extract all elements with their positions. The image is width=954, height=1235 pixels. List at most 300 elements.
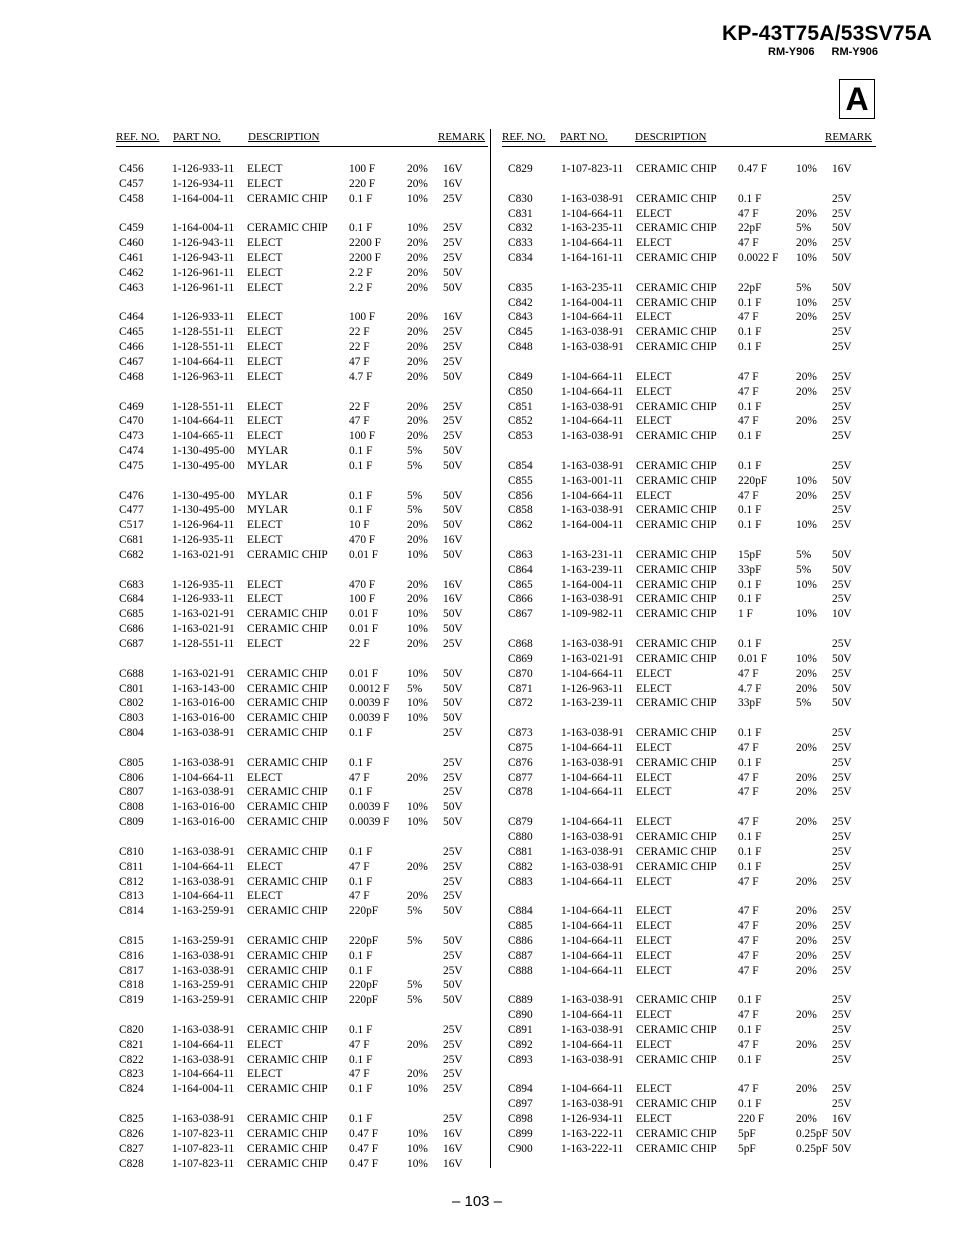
cell-part: 1-163-038-91 [561, 860, 624, 873]
cell-tol: 10% [796, 296, 817, 309]
cell-desc: ELECT [247, 163, 283, 175]
cell-desc: CERAMIC CHIP [636, 830, 717, 843]
cell-volt: 50V [832, 682, 852, 695]
cell-desc: CERAMIC CHIP [247, 697, 328, 710]
cell-ref: C882 [508, 860, 533, 873]
cell-volt: 50V [443, 445, 463, 458]
cell-ref: C806 [119, 771, 144, 784]
part-row [119, 785, 489, 800]
cell-part: 1-104-664-11 [561, 489, 624, 502]
cell-tol: 10% [407, 1157, 428, 1170]
cell-tol: 20% [407, 578, 428, 591]
cell-desc: MYLAR [247, 489, 289, 502]
cell-desc: ELECT [636, 816, 672, 829]
part-row [119, 682, 489, 697]
cell-val: 22 F [349, 341, 370, 354]
cell-tol: 20% [796, 207, 817, 220]
cell-desc: CERAMIC CHIP [247, 712, 328, 725]
cell-volt: 25V [832, 667, 852, 680]
cell-val: 0.1 F [349, 756, 373, 769]
cell-volt: 25V [832, 756, 852, 769]
cell-tol: 20% [407, 519, 428, 532]
cell-val: 47 F [738, 237, 759, 250]
cell-val: 47 F [738, 370, 759, 383]
cell-part: 1-130-495-00 [172, 459, 235, 472]
part-row [119, 429, 489, 444]
cell-volt: 50V [443, 697, 463, 710]
cell-part: 1-126-934-11 [561, 1113, 624, 1125]
cell-val: 0.1 F [738, 296, 762, 309]
cell-volt: 25V [832, 905, 852, 918]
cell-volt: 25V [443, 638, 463, 650]
cell-part: 1-164-161-11 [561, 252, 624, 265]
cell-volt: 10V [832, 608, 852, 621]
cell-desc: CERAMIC CHIP [247, 192, 328, 205]
cell-part: 1-163-038-91 [561, 593, 624, 606]
cell-ref: C830 [508, 192, 533, 205]
cell-desc: ELECT [636, 1113, 672, 1125]
cell-volt: 25V [443, 252, 463, 265]
cell-desc: ELECT [247, 370, 283, 383]
cell-tol: 5% [796, 563, 812, 576]
cell-val: 2200 F [349, 237, 381, 250]
cell-volt: 25V [443, 400, 463, 413]
cell-volt: 16V [832, 163, 852, 175]
cell-desc: ELECT [247, 534, 283, 547]
cell-ref: C833 [508, 237, 533, 250]
cell-desc: ELECT [247, 771, 283, 784]
cell-ref: C863 [508, 548, 533, 561]
cell-val: 0.47 F [738, 163, 768, 175]
cell-val: 0.1 F [738, 845, 762, 858]
cell-ref: C467 [119, 355, 144, 368]
cell-volt: 25V [832, 578, 852, 591]
cell-val: 0.1 F [738, 756, 762, 769]
part-row [508, 236, 878, 251]
cell-ref: C872 [508, 697, 533, 710]
cell-val: 0.1 F [349, 875, 373, 888]
cell-desc: CERAMIC CHIP [636, 548, 717, 561]
cell-part: 1-104-664-11 [172, 355, 235, 368]
cell-desc: ELECT [247, 415, 283, 428]
cell-ref: C842 [508, 296, 533, 309]
cell-ref: C803 [119, 712, 144, 725]
cell-desc: MYLAR [247, 459, 289, 472]
cell-ref: C821 [119, 1038, 144, 1051]
cell-val: 220 F [349, 177, 376, 190]
cell-desc: CERAMIC CHIP [636, 578, 717, 591]
cell-part: 1-107-823-11 [172, 1157, 235, 1170]
cell-volt: 50V [443, 266, 463, 279]
cell-ref: C464 [119, 311, 144, 324]
cell-desc: ELECT [247, 311, 283, 324]
cell-ref: C827 [119, 1142, 144, 1155]
cell-ref: C884 [508, 905, 533, 918]
cell-volt: 25V [443, 415, 463, 428]
cell-part: 1-104-664-11 [561, 786, 624, 799]
cell-ref: C466 [119, 341, 144, 354]
cell-val: 4.7 F [738, 682, 762, 695]
cell-val: 0.1 F [738, 578, 762, 591]
cell-volt: 25V [443, 756, 463, 769]
cell-ref: C825 [119, 1113, 144, 1125]
cell-tol: 5% [407, 979, 423, 992]
header-part-no-right: PART NO. [560, 131, 608, 143]
part-row [119, 489, 489, 504]
part-row [508, 1008, 878, 1023]
cell-desc: CERAMIC CHIP [636, 994, 717, 1007]
cell-val: 2.2 F [349, 266, 373, 279]
cell-volt: 25V [443, 727, 463, 740]
cell-val: 2200 F [349, 252, 381, 265]
part-row [119, 518, 489, 533]
cell-part: 1-163-038-91 [561, 192, 624, 205]
cell-val: 0.1 F [349, 1023, 373, 1036]
cell-volt: 25V [832, 1023, 852, 1036]
cell-tol: 20% [796, 489, 817, 502]
cell-part: 1-126-933-11 [172, 311, 235, 324]
cell-part: 1-126-963-11 [172, 370, 235, 383]
cell-part: 1-104-664-11 [561, 237, 624, 250]
cell-volt: 25V [832, 207, 852, 220]
cell-tol: 10% [407, 816, 428, 829]
cell-volt: 25V [443, 1053, 463, 1066]
cell-ref: C885 [508, 920, 533, 933]
cell-tol: 20% [407, 534, 428, 547]
cell-part: 1-104-664-11 [172, 415, 235, 428]
cell-volt: 25V [832, 830, 852, 843]
header-description: DESCRIPTION [248, 131, 320, 143]
cell-part: 1-126-933-11 [172, 593, 235, 606]
cell-volt: 16V [443, 1142, 463, 1155]
part-row [119, 444, 489, 459]
cell-ref: C822 [119, 1053, 144, 1066]
cell-volt: 50V [443, 489, 463, 502]
cell-part: 1-104-665-11 [172, 430, 235, 443]
cell-ref: C886 [508, 934, 533, 947]
cell-ref: C889 [508, 994, 533, 1007]
part-row [119, 370, 489, 385]
cell-desc: CERAMIC CHIP [636, 697, 717, 710]
cell-tol: 10% [796, 252, 817, 265]
cell-ref: C805 [119, 756, 144, 769]
cell-ref: C853 [508, 430, 533, 443]
part-row [119, 400, 489, 415]
cell-tol: 20% [407, 430, 428, 443]
cell-tol: 20% [407, 311, 428, 324]
cell-desc: ELECT [636, 771, 672, 784]
cell-volt: 25V [832, 816, 852, 829]
cell-part: 1-163-038-91 [172, 1023, 235, 1036]
part-row [508, 578, 878, 593]
cell-desc: CERAMIC CHIP [247, 949, 328, 962]
cell-desc: CERAMIC CHIP [247, 786, 328, 799]
cell-part: 1-107-823-11 [172, 1142, 235, 1155]
cell-volt: 50V [443, 548, 463, 561]
cell-ref: C868 [508, 638, 533, 650]
cell-ref: C469 [119, 400, 144, 413]
part-row [508, 815, 878, 830]
cell-desc: CERAMIC CHIP [247, 727, 328, 740]
part-row [508, 563, 878, 578]
part-row [508, 518, 878, 533]
part-row [119, 1127, 489, 1142]
cell-volt: 25V [832, 964, 852, 977]
cell-ref: C681 [119, 534, 144, 547]
cell-desc: ELECT [247, 860, 283, 873]
part-row [508, 771, 878, 786]
cell-volt: 25V [832, 370, 852, 383]
cell-desc: CERAMIC CHIP [636, 638, 717, 650]
cell-tol: 10% [407, 801, 428, 814]
column-divider [490, 129, 491, 1168]
cell-part: 1-163-222-11 [561, 1142, 624, 1155]
cell-ref: C843 [508, 311, 533, 324]
cell-val: 100 F [349, 430, 376, 443]
cell-desc: ELECT [636, 934, 672, 947]
part-row [508, 696, 878, 711]
cell-val: 47 F [738, 489, 759, 502]
part-row [119, 875, 489, 890]
cell-val: 2.2 F [349, 281, 373, 294]
cell-desc: CERAMIC CHIP [636, 252, 717, 265]
cell-tol: 20% [796, 1113, 817, 1125]
cell-val: 220 F [738, 1113, 765, 1125]
cell-volt: 25V [443, 1038, 463, 1051]
cell-ref: C808 [119, 801, 144, 814]
cell-volt: 16V [443, 177, 463, 190]
cell-val: 47 F [349, 1068, 370, 1081]
cell-volt: 50V [443, 905, 463, 918]
part-row [508, 281, 878, 296]
cell-volt: 50V [443, 281, 463, 294]
cell-volt: 25V [832, 727, 852, 740]
part-row [508, 414, 878, 429]
cell-volt: 25V [832, 1009, 852, 1022]
cell-desc: CERAMIC CHIP [247, 964, 328, 977]
cell-ref: C871 [508, 682, 533, 695]
cell-volt: 25V [443, 1113, 463, 1125]
cell-ref: C900 [508, 1142, 533, 1155]
cell-val: 4.7 F [349, 370, 373, 383]
part-row [119, 993, 489, 1008]
part-row [508, 919, 878, 934]
cell-ref: C683 [119, 578, 144, 591]
cell-val: 0.1 F [349, 1113, 373, 1125]
cell-part: 1-163-016-00 [172, 816, 235, 829]
cell-val: 0.47 F [349, 1127, 379, 1140]
cell-part: 1-104-664-11 [561, 1038, 624, 1051]
cell-part: 1-163-235-11 [561, 281, 624, 294]
cell-ref: C873 [508, 727, 533, 740]
cell-part: 1-126-934-11 [172, 177, 235, 190]
cell-tol: 20% [407, 860, 428, 873]
cell-part: 1-126-963-11 [561, 682, 624, 695]
cell-ref: C475 [119, 459, 144, 472]
cell-val: 220pF [349, 905, 379, 918]
cell-ref: C828 [119, 1157, 144, 1170]
cell-ref: C823 [119, 1068, 144, 1081]
cell-part: 1-128-551-11 [172, 638, 235, 650]
cell-ref: C894 [508, 1083, 533, 1096]
part-row [508, 592, 878, 607]
cell-ref: C462 [119, 266, 144, 279]
cell-desc: ELECT [247, 252, 283, 265]
part-row [119, 756, 489, 771]
cell-part: 1-104-664-11 [561, 771, 624, 784]
cell-ref: C687 [119, 638, 144, 650]
cell-val: 0.1 F [349, 786, 373, 799]
cell-volt: 25V [443, 964, 463, 977]
cell-volt: 16V [443, 163, 463, 175]
part-row [119, 1082, 489, 1097]
part-row [119, 266, 489, 281]
cell-desc: CERAMIC CHIP [636, 459, 717, 472]
cell-part: 1-163-038-91 [172, 786, 235, 799]
cell-ref: C684 [119, 593, 144, 606]
parts-list-left [119, 162, 489, 1171]
cell-val: 47 F [738, 875, 759, 888]
cell-desc: CERAMIC CHIP [247, 801, 328, 814]
cell-val: 0.1 F [738, 860, 762, 873]
header-remark-right: REMARK [825, 131, 873, 143]
cell-ref: C848 [508, 341, 533, 354]
cell-ref: C864 [508, 563, 533, 576]
cell-desc: CERAMIC CHIP [636, 1142, 717, 1155]
cell-desc: MYLAR [247, 504, 289, 517]
cell-val: 0.1 F [349, 845, 373, 858]
cell-tol: 20% [407, 638, 428, 650]
cell-tol: 20% [796, 667, 817, 680]
cell-desc: ELECT [247, 890, 283, 903]
cell-volt: 25V [832, 994, 852, 1007]
cell-part: 1-104-664-11 [172, 771, 235, 784]
cell-volt: 25V [832, 860, 852, 873]
cell-ref: C461 [119, 252, 144, 265]
cell-tol: 5% [407, 504, 423, 517]
part-row [508, 370, 878, 385]
cell-ref: C893 [508, 1053, 533, 1066]
cell-part: 1-128-551-11 [172, 326, 235, 339]
cell-desc: CERAMIC CHIP [247, 608, 328, 621]
cell-ref: C869 [508, 652, 533, 665]
cell-tol: 20% [796, 237, 817, 250]
cell-ref: C870 [508, 667, 533, 680]
cell-tol: 5% [796, 222, 812, 235]
cell-desc: CERAMIC CHIP [636, 296, 717, 309]
header-ref-no: REF. NO. [116, 131, 160, 143]
cell-tol: 5% [407, 445, 423, 458]
cell-desc: CERAMIC CHIP [636, 163, 717, 175]
cell-val: 0.0012 F [349, 682, 390, 695]
cell-tol: 20% [796, 385, 817, 398]
cell-ref: C816 [119, 949, 144, 962]
cell-val: 0.1 F [738, 400, 762, 413]
part-row [508, 785, 878, 800]
cell-tol: 20% [796, 1038, 817, 1051]
cell-volt: 16V [443, 1127, 463, 1140]
cell-part: 1-104-664-11 [561, 905, 624, 918]
cell-val: 47 F [738, 949, 759, 962]
cell-desc: CERAMIC CHIP [247, 1113, 328, 1125]
cell-desc: ELECT [636, 207, 672, 220]
cell-part: 1-163-016-00 [172, 712, 235, 725]
part-row [119, 1142, 489, 1157]
cell-tol: 0.25pF [796, 1127, 828, 1140]
cell-tol: 10% [796, 519, 817, 532]
cell-volt: 50V [832, 1127, 852, 1140]
cell-volt: 25V [832, 920, 852, 933]
cell-val: 0.1 F [349, 445, 373, 458]
part-row [119, 325, 489, 340]
cell-tol: 10% [407, 1142, 428, 1155]
header-rule-left [116, 146, 488, 147]
cell-val: 0.01 F [349, 623, 379, 636]
part-row [508, 162, 878, 177]
cell-part: 1-163-021-91 [172, 608, 235, 621]
cell-desc: CERAMIC CHIP [636, 756, 717, 769]
cell-val: 0.1 F [738, 326, 762, 339]
cell-ref: C865 [508, 578, 533, 591]
part-row [119, 355, 489, 370]
cell-tol: 10% [796, 163, 817, 175]
remote-models: RM-Y906 RM-Y906 [768, 46, 878, 58]
cell-part: 1-163-222-11 [561, 1127, 624, 1140]
part-row [508, 726, 878, 741]
cell-volt: 25V [832, 311, 852, 324]
cell-desc: CERAMIC CHIP [636, 400, 717, 413]
cell-tol: 5% [407, 905, 423, 918]
cell-val: 0.1 F [349, 964, 373, 977]
cell-val: 0.01 F [349, 667, 379, 680]
cell-ref: C878 [508, 786, 533, 799]
part-row [508, 503, 878, 518]
part-row [119, 177, 489, 192]
cell-volt: 16V [832, 1113, 852, 1125]
cell-part: 1-163-016-00 [172, 697, 235, 710]
cell-part: 1-163-038-91 [172, 756, 235, 769]
cell-volt: 25V [832, 504, 852, 517]
cell-ref: C460 [119, 237, 144, 250]
cell-part: 1-163-021-91 [172, 667, 235, 680]
cell-part: 1-163-001-11 [561, 474, 624, 487]
cell-desc: CERAMIC CHIP [636, 430, 717, 443]
cell-tol: 20% [796, 311, 817, 324]
cell-volt: 50V [832, 281, 852, 294]
cell-desc: ELECT [636, 237, 672, 250]
cell-desc: CERAMIC CHIP [636, 1023, 717, 1036]
cell-part: 1-104-664-11 [561, 920, 624, 933]
cell-volt: 25V [832, 519, 852, 532]
cell-tol: 20% [796, 949, 817, 962]
cell-tol: 10% [796, 608, 817, 621]
cell-tol: 20% [796, 905, 817, 918]
part-row [508, 474, 878, 489]
cell-desc: CERAMIC CHIP [636, 608, 717, 621]
part-row [119, 845, 489, 860]
cell-tol: 10% [407, 222, 428, 235]
cell-part: 1-163-038-91 [561, 1053, 624, 1066]
parts-list-right [508, 162, 878, 1157]
cell-desc: ELECT [636, 875, 672, 888]
cell-part: 1-163-038-91 [561, 845, 624, 858]
header-description-right: DESCRIPTION [635, 131, 707, 143]
cell-tol: 5% [796, 281, 812, 294]
cell-volt: 25V [443, 192, 463, 205]
cell-volt: 25V [443, 1023, 463, 1036]
cell-volt: 25V [443, 860, 463, 873]
part-row [119, 281, 489, 296]
